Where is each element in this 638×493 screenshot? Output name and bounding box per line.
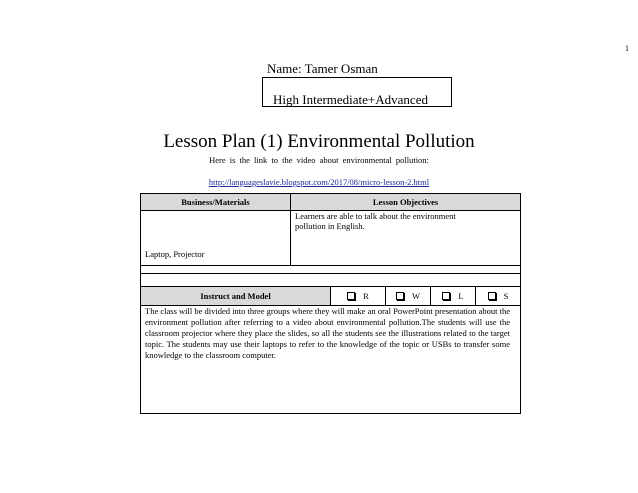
materials-cell: Laptop, Projector (141, 211, 291, 266)
checkbox-icon[interactable] (442, 292, 450, 300)
lesson-plan-table (140, 193, 521, 414)
gap-cell (141, 266, 521, 274)
skill-listening[interactable] (431, 287, 476, 306)
checkbox-icon[interactable] (396, 292, 404, 300)
objectives-header: Lesson Objectives (291, 194, 521, 211)
checkbox-icon[interactable] (347, 292, 355, 300)
skill-reading[interactable] (331, 287, 386, 306)
video-link[interactable]: http://languageslavie.blogspot.com/2017/08/micro-lesson-2.html (208, 177, 430, 187)
objectives-cell (291, 211, 521, 266)
instruction-cell (141, 306, 521, 414)
gap-row (141, 266, 521, 274)
materials-header: Business/Materials (141, 194, 291, 211)
header-row (141, 194, 521, 211)
instruct-row (141, 287, 521, 306)
subtitle: Here is the link to the video about environmental pollution: (209, 155, 429, 165)
skill-speaking[interactable] (476, 287, 521, 306)
level-text: High Intermediate+Advanced (273, 92, 428, 107)
page-number: 1 (625, 44, 629, 53)
teacher-name: Name: Tamer Osman (267, 61, 378, 76)
skill-label: S (503, 291, 509, 301)
empty-cell (141, 274, 521, 287)
instruction-row (141, 306, 521, 414)
level-box (262, 77, 452, 107)
skill-label: L (458, 291, 464, 301)
skill-writing[interactable] (386, 287, 431, 306)
skill-label: R (363, 291, 369, 301)
empty-row (141, 274, 521, 287)
skill-label: W (411, 291, 421, 301)
instruct-header: Instruct and Model (141, 287, 331, 306)
objectives-text: Learners are able to talk about the environment pollution in English. (295, 211, 456, 231)
checkbox-icon[interactable] (488, 292, 496, 300)
content-row (141, 211, 521, 266)
instruction-text: The class will be divided into three groups where they will make an oral PowerPoint presentation about the environment pollution after referring to a video about environmental pollution.The students will use the classroom projector where they place the slides, so all the students see the illustrations related to the target topic. The students may use their laptops to refer to the knowledge of the topic or USBs to transfer some knowledge to the classroom computer. (145, 306, 510, 360)
page-title: Lesson Plan (1) Environmental Pollution (163, 131, 475, 152)
